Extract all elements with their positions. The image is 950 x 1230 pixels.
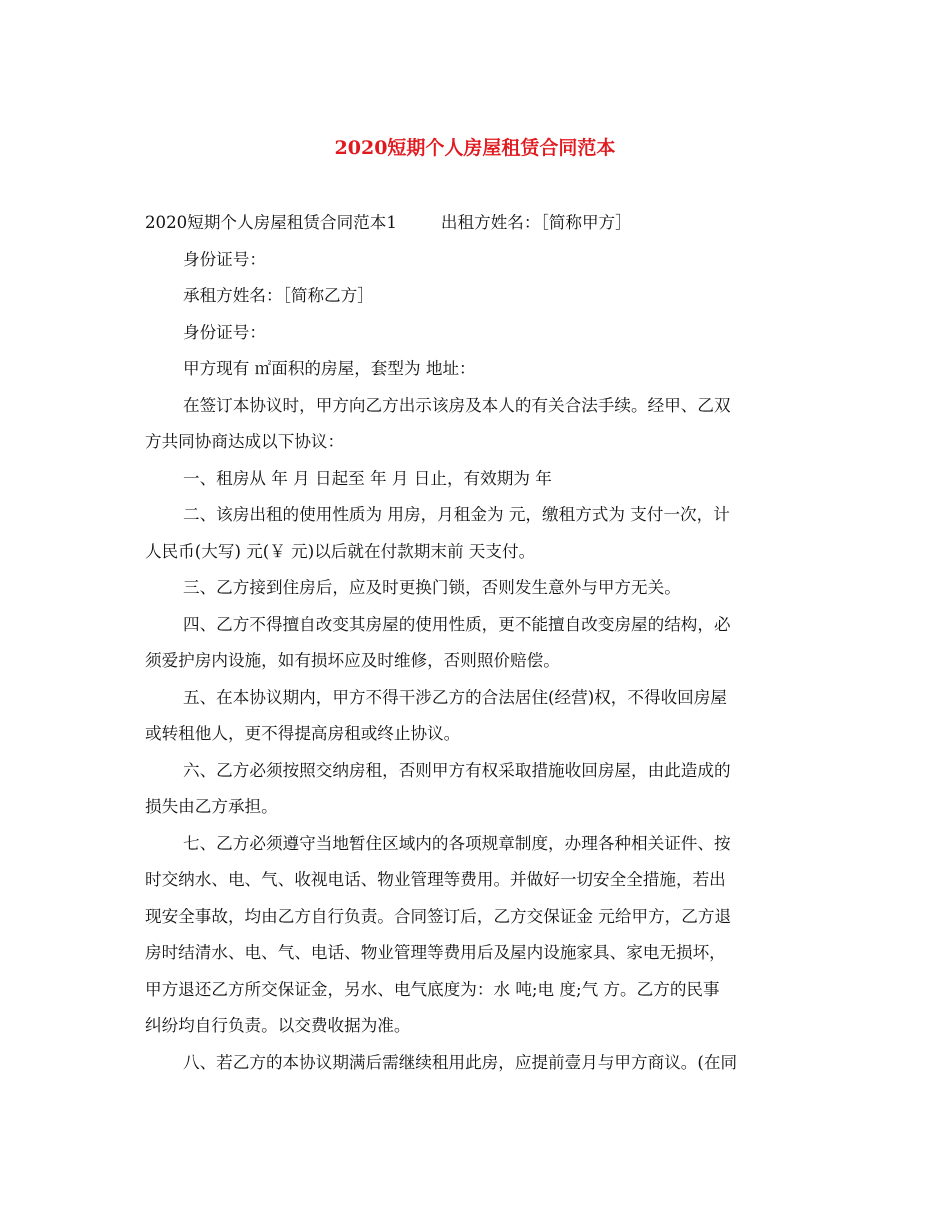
paragraph-line: 在签订本协议时，甲方向乙方出示该房及本人的有关合法手续。经甲、乙双 (183, 395, 731, 415)
clause-7-line: 纠纷均自行负责。以交费收据为准。 (145, 1016, 411, 1035)
clause-7-line: 甲方退还乙方所交保证金，另水、电气底度为：水 吨;电 度;气 方。乙方的民事 (145, 979, 720, 999)
clause-2-line: 人民币(大写) 元(￥ 元)以后就在付款期末前 天支付。 (145, 541, 536, 561)
lessor-name-field: 出租方姓名：［简称甲方］ (440, 213, 632, 232)
clause-7-line: 时交纳水、电、气、收视电话、物业管理等费用。并做好一切安全全措施，若出 (145, 870, 726, 889)
clause-4-line: 须爱护房内设施，如有损坏应及时维修，否则照价赔偿。 (145, 651, 560, 670)
clause-7-line: 现安全事故，均由乙方自行负责。合同签订后，乙方交保证金 元给甲方，乙方退 (145, 906, 732, 926)
paragraph-line: 甲方现有 ㎡面积的房屋，套型为 地址： (183, 359, 476, 378)
paragraph-line: 身份证号： (183, 322, 266, 342)
clause-1-line: 一、租房从 年 月 日起至 年 月 日止，有效期为 年 (183, 468, 552, 488)
clause-3-line: 三、乙方接到住房后，应及时更换门锁，否则发生意外与甲方无关。 (183, 578, 681, 597)
paragraph-line: 身份证号： (183, 249, 266, 269)
clause-7-line: 房时结清水、电、气、电话、物业管理等费用后及屋内设施家具、家电无损坏， (145, 943, 726, 962)
document-title: 2020短期个人房屋租赁合同范本 (334, 137, 616, 159)
clause-6-line: 六、乙方必须按照交纳房租，否则甲方有权采取措施收回房屋，由此造成的 (183, 760, 731, 780)
clause-5-line: 五、在本协议期内，甲方不得干涉乙方的合法居住(经营)权，不得收回房屋 (183, 687, 727, 707)
clause-4-line: 四、乙方不得擅自改变其房屋的使用性质，更不能擅自改变房屋的结构，必 (183, 614, 731, 634)
paragraph-line: 承租方姓名：［简称乙方］ (183, 286, 374, 305)
clause-5-line: 或转租他人，更不得提高房租或终止协议。 (145, 724, 461, 743)
clause-8-line: 八、若乙方的本协议期满后需继续租用此房，应提前壹月与甲方商议。(在同 (183, 1052, 738, 1072)
clause-7-line: 七、乙方必须遵守当地暂住区域内的各项规章制度，办理各种相关证件、按 (183, 833, 731, 853)
clause-6-line: 损失由乙方承担。 (145, 797, 278, 816)
clause-2-line: 二、该房出租的使用性质为 用房，月租金为 元，缴租方式为 支付一次，计 (183, 505, 730, 524)
heading-line (145, 205, 805, 242)
document-body (145, 205, 805, 1081)
paragraph-line: 方共同协商达成以下协议： (145, 432, 345, 451)
contract-subtitle: 2020短期个人房屋租赁合同范本1 (145, 213, 397, 232)
